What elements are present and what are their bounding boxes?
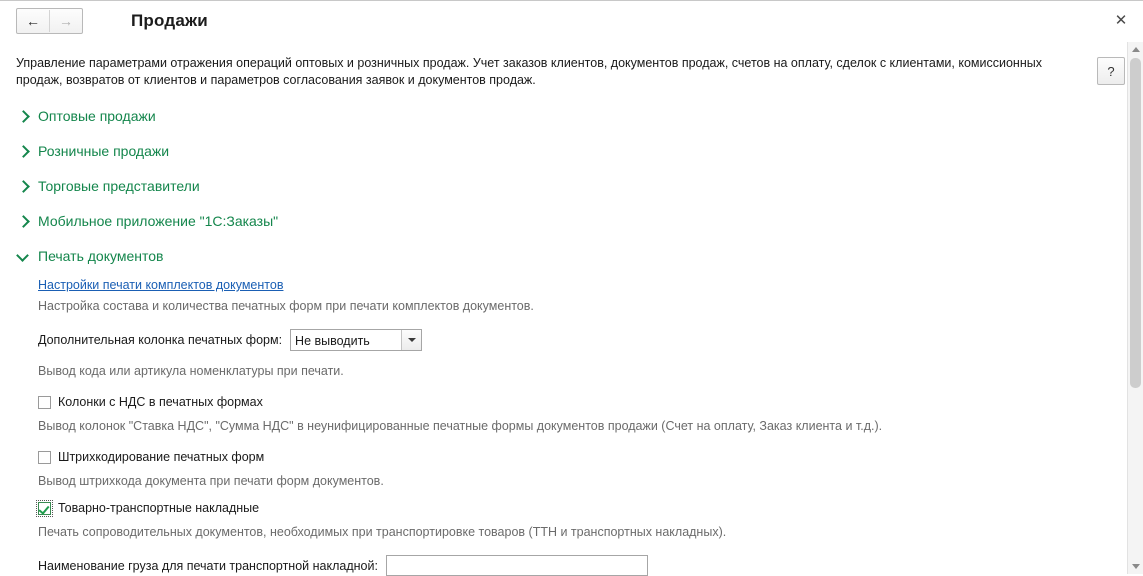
scroll-up-button[interactable] — [1128, 42, 1143, 57]
content-area — [0, 41, 1143, 574]
vat-columns-label[interactable]: Колонки с НДС в печатных формах — [58, 395, 263, 409]
print-kit-settings-hint: Настройка состава и количества печатных форм при печати комплектов документов. — [38, 299, 534, 313]
chevron-right-icon — [16, 213, 32, 229]
forward-button[interactable] — [50, 10, 82, 32]
page-title: Продажи — [131, 11, 208, 30]
extra-column-select[interactable] — [290, 329, 422, 351]
cargo-name-row — [38, 555, 1127, 576]
vat-columns-checkbox-row[interactable] — [38, 392, 1127, 412]
chevron-right-icon — [16, 143, 32, 159]
extra-column-value: Не выводить — [295, 334, 370, 348]
scrollbar-thumb[interactable] — [1130, 58, 1141, 388]
forward-arrow-icon: → — [59, 13, 73, 29]
waybills-label[interactable]: Товарно-транспортные накладные — [58, 501, 260, 515]
section-header-roznichnye-prodazhi[interactable] — [16, 138, 169, 163]
waybills-hint: Печать сопроводительных документов, необходимых при транспортировке товаров (ТТН и транспортных накладных). — [38, 525, 727, 539]
section-label: Розничные продажи — [38, 142, 170, 159]
dropdown-arrow-icon — [408, 338, 416, 342]
section-label: Мобильное приложение "1С:Заказы" — [38, 212, 279, 229]
barcoding-checkbox-row[interactable] — [38, 447, 1127, 467]
chevron-right-icon — [16, 108, 32, 124]
extra-column-hint: Вывод кода или артикула номенклатуры при печати. — [38, 364, 344, 378]
scroll-down-button[interactable] — [1128, 559, 1143, 574]
waybills-checkbox[interactable] — [38, 502, 51, 515]
help-button[interactable]: ? — [1097, 57, 1125, 85]
close-icon[interactable]: ✕ — [1114, 12, 1128, 29]
chevron-down-icon[interactable] — [401, 330, 421, 350]
chevron-right-icon — [16, 178, 32, 194]
chevron-down-icon — [16, 248, 32, 264]
section-header-pechat-dokumentov[interactable] — [16, 243, 163, 268]
vat-columns-hint: Вывод колонок "Ставка НДС", "Сумма НДС" в неунифицированные печатные формы документов продажи (Счет на оплату, Заказ клиента и т.д.). — [38, 419, 883, 433]
vat-columns-checkbox[interactable] — [38, 396, 51, 409]
section-header-torgovye-predstaviteli[interactable] — [16, 173, 200, 198]
triangle-up-icon — [1132, 47, 1140, 52]
print-kit-settings-link[interactable]: Настройки печати комплектов документов — [38, 278, 284, 292]
triangle-down-icon — [1132, 564, 1140, 569]
waybills-checkbox-row[interactable] — [38, 498, 1127, 518]
vertical-scrollbar[interactable] — [1127, 42, 1143, 574]
barcoding-label[interactable]: Штрихкодирование печатных форм — [58, 450, 265, 464]
back-arrow-icon: ← — [26, 13, 40, 29]
title-bar — [0, 1, 1143, 41]
section-label: Печать документов — [38, 247, 164, 264]
barcoding-checkbox[interactable] — [38, 451, 51, 464]
extra-column-label: Дополнительная колонка печатных форм: — [38, 333, 283, 347]
print-kit-settings-row — [38, 278, 1127, 292]
barcoding-hint: Вывод штрихкода документа при печати форм документов. — [38, 474, 384, 488]
navigation-buttons — [16, 8, 83, 34]
extra-column-row — [38, 329, 1127, 351]
print-documents-group — [16, 278, 1127, 576]
section-label: Оптовые продажи — [38, 107, 156, 124]
section-header-optovye-prodazhi[interactable] — [16, 103, 156, 128]
back-button[interactable] — [17, 10, 49, 32]
section-label: Торговые представители — [38, 177, 200, 194]
intro-text: Управление параметрами отражения операций оптовых и розничных продаж. Учет заказов клиентов, документов продаж, счетов на оплату, сделок с клиентами, комиссионных продаж, возвратов от клиентов и параметров согласования заявок и документов продаж. — [16, 56, 1042, 87]
cargo-name-input[interactable] — [386, 555, 648, 576]
cargo-name-label: Наименование груза для печати транспортной накладной: — [38, 558, 378, 573]
section-header-mobilnoe-prilozhenie[interactable] — [16, 208, 278, 233]
